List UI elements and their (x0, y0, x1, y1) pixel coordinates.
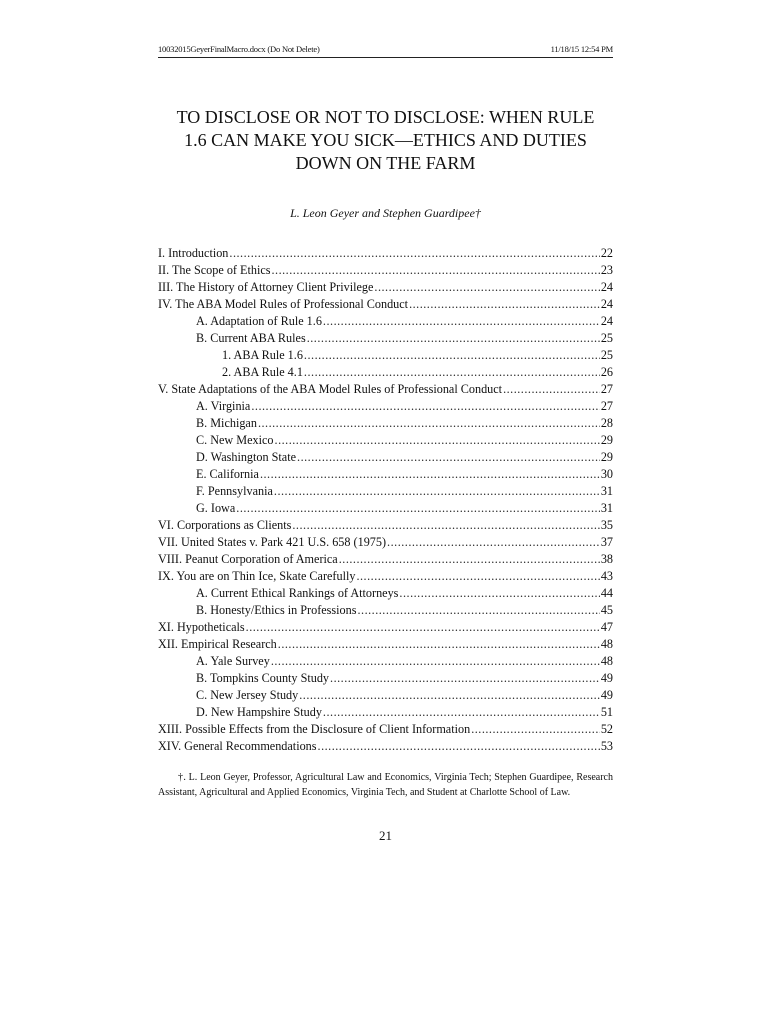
toc-entry-page: 49 (600, 688, 613, 702)
toc-leader-dots (409, 297, 600, 312)
toc-entry-label: IV. The ABA Model Rules of Professional Conduct (158, 297, 409, 311)
toc-entry-label: A. Current Ethical Rankings of Attorneys (196, 586, 399, 600)
article-authors: L. Leon Geyer and Stephen Guardipee† (290, 206, 481, 220)
toc-entry (158, 501, 613, 518)
toc-entry-label: G. Iowa (196, 501, 236, 515)
toc-leader-dots (236, 501, 600, 516)
article-title (158, 106, 613, 175)
toc-entry-label: I. Introduction (158, 246, 229, 260)
author-footnote: †. L. Leon Geyer, Professor, Agricultural Law and Economics, Virginia Tech; Stephen Guardipee, Research Assistant, Agricultural and Applied Economics, Virginia Tech, and Student at Charlotte School of Law. (158, 772, 613, 798)
toc-entry-page: 44 (600, 586, 613, 600)
footnote-divider (158, 765, 613, 766)
toc-entry-label: XI. Hypotheticals (158, 620, 245, 634)
toc-entry-label: XIV. General Recommendations (158, 739, 317, 753)
toc-leader-dots (278, 637, 600, 652)
toc-entry (158, 620, 613, 637)
toc-entry-page: 38 (600, 552, 613, 566)
toc-entry-label: B. Current ABA Rules (196, 331, 306, 345)
toc-entry-label: A. Virginia (196, 399, 251, 413)
toc-entry (158, 603, 613, 620)
toc-entry-label: B. Tompkins County Study (196, 671, 330, 685)
title-line: TO DISCLOSE OR NOT TO DISCLOSE: WHEN RULE (176, 107, 595, 127)
toc-entry-page: 31 (600, 501, 613, 515)
toc-leader-dots (275, 433, 600, 448)
toc-leader-dots (260, 467, 600, 482)
toc-entry-page: 28 (600, 416, 613, 430)
toc-entry (158, 552, 613, 569)
toc-entry (158, 365, 613, 382)
toc-entry (158, 688, 613, 705)
toc-entry-page: 22 (600, 246, 613, 260)
toc-entry-label: C. New Jersey Study (196, 688, 299, 702)
toc-entry-label: II. The Scope of Ethics (158, 263, 271, 277)
toc-entry-page: 25 (600, 348, 613, 362)
toc-leader-dots (323, 314, 600, 329)
running-header (158, 44, 613, 58)
toc-entry (158, 518, 613, 535)
toc-leader-dots (304, 348, 600, 363)
table-of-contents (158, 246, 613, 756)
toc-entry (158, 535, 613, 552)
toc-entry (158, 739, 613, 756)
toc-entry (158, 637, 613, 654)
toc-leader-dots (307, 331, 600, 346)
toc-leader-dots (399, 586, 599, 601)
toc-entry (158, 331, 613, 348)
toc-leader-dots (271, 263, 599, 278)
toc-entry-page: 25 (600, 331, 613, 345)
toc-entry-label: III. The History of Attorney Client Privilege (158, 280, 374, 294)
toc-leader-dots (251, 399, 599, 414)
toc-leader-dots (299, 688, 600, 703)
toc-leader-dots (374, 280, 599, 295)
toc-entry-label: F. Pennsylvania (196, 484, 273, 498)
toc-leader-dots (292, 518, 599, 533)
toc-entry-page: 51 (600, 705, 613, 719)
toc-entry-page: 48 (600, 654, 613, 668)
toc-leader-dots (357, 603, 599, 618)
toc-entry (158, 297, 613, 314)
toc-entry (158, 246, 613, 263)
toc-entry (158, 484, 613, 501)
toc-leader-dots (339, 552, 600, 567)
toc-entry (158, 280, 613, 297)
toc-entry-page: 35 (600, 518, 613, 532)
toc-leader-dots (271, 654, 600, 669)
toc-leader-dots (323, 705, 600, 720)
toc-entry-page: 47 (600, 620, 613, 634)
toc-entry (158, 569, 613, 586)
toc-entry (158, 433, 613, 450)
toc-entry-page: 24 (600, 297, 613, 311)
toc-entry-label: A. Yale Survey (196, 654, 270, 668)
toc-leader-dots (274, 484, 600, 499)
toc-leader-dots (318, 739, 600, 754)
toc-leader-dots (246, 620, 600, 635)
toc-entry (158, 654, 613, 671)
header-filename: 10032015GeyerFinalMacro.docx (Do Not Delete) (158, 44, 320, 54)
toc-entry-page: 23 (600, 263, 613, 277)
toc-entry-page: 24 (600, 314, 613, 328)
toc-leader-dots (229, 246, 599, 261)
toc-entry-page: 49 (600, 671, 613, 685)
header-datetime: 11/18/15 12:54 PM (550, 44, 613, 54)
toc-entry-page: 30 (600, 467, 613, 481)
toc-leader-dots (297, 450, 600, 465)
toc-entry-page: 26 (600, 365, 613, 379)
toc-leader-dots (330, 671, 600, 686)
page-number: 21 (379, 828, 392, 843)
title-line: 1.6 CAN MAKE YOU SICK—ETHICS AND DUTIES (184, 130, 587, 150)
toc-entry-page: 45 (600, 603, 613, 617)
toc-entry-label: XII. Empirical Research (158, 637, 277, 651)
toc-entry-page: 43 (600, 569, 613, 583)
toc-entry-page: 37 (600, 535, 613, 549)
toc-entry-label: VI. Corporations as Clients (158, 518, 292, 532)
toc-entry-page: 31 (600, 484, 613, 498)
toc-entry-page: 24 (600, 280, 613, 294)
toc-entry (158, 705, 613, 722)
toc-entry (158, 348, 613, 365)
toc-entry (158, 450, 613, 467)
toc-entry-label: D. Washington State (196, 450, 297, 464)
toc-leader-dots (258, 416, 600, 431)
toc-entry-page: 29 (600, 450, 613, 464)
title-line: DOWN ON THE FARM (295, 153, 476, 173)
toc-entry (158, 314, 613, 331)
toc-entry (158, 382, 613, 399)
toc-entry (158, 586, 613, 603)
toc-entry (158, 671, 613, 688)
toc-leader-dots (471, 722, 600, 737)
toc-entry-page: 48 (600, 637, 613, 651)
toc-entry-page: 29 (600, 433, 613, 447)
toc-entry-label: C. New Mexico (196, 433, 274, 447)
toc-leader-dots (387, 535, 600, 550)
toc-entry-label: B. Michigan (196, 416, 257, 430)
toc-entry (158, 467, 613, 484)
toc-entry-label: B. Honesty/Ethics in Professions (196, 603, 357, 617)
toc-leader-dots (503, 382, 600, 397)
toc-entry-label: D. New Hampshire Study (196, 705, 322, 719)
toc-entry-page: 27 (600, 399, 613, 413)
toc-leader-dots (304, 365, 600, 380)
toc-entry-label: 1. ABA Rule 1.6 (222, 348, 303, 362)
toc-entry-page: 52 (600, 722, 613, 736)
toc-entry (158, 722, 613, 739)
toc-entry-label: V. State Adaptations of the ABA Model Rules of Professional Conduct (158, 382, 503, 396)
toc-entry-page: 27 (600, 382, 613, 396)
toc-entry-label: 2. ABA Rule 4.1 (222, 365, 303, 379)
toc-entry-label: IX. You are on Thin Ice, Skate Carefully (158, 569, 356, 583)
toc-entry-label: VIII. Peanut Corporation of America (158, 552, 338, 566)
toc-entry-label: VII. United States v. Park 421 U.S. 658 (1975) (158, 535, 387, 549)
toc-entry-page: 53 (600, 739, 613, 753)
toc-entry (158, 416, 613, 433)
toc-leader-dots (356, 569, 599, 584)
toc-entry-label: E. California (196, 467, 259, 481)
toc-entry-label: A. Adaptation of Rule 1.6 (196, 314, 322, 328)
toc-entry (158, 399, 613, 416)
toc-entry (158, 263, 613, 280)
toc-entry-label: XIII. Possible Effects from the Disclosure of Client Information (158, 722, 471, 736)
